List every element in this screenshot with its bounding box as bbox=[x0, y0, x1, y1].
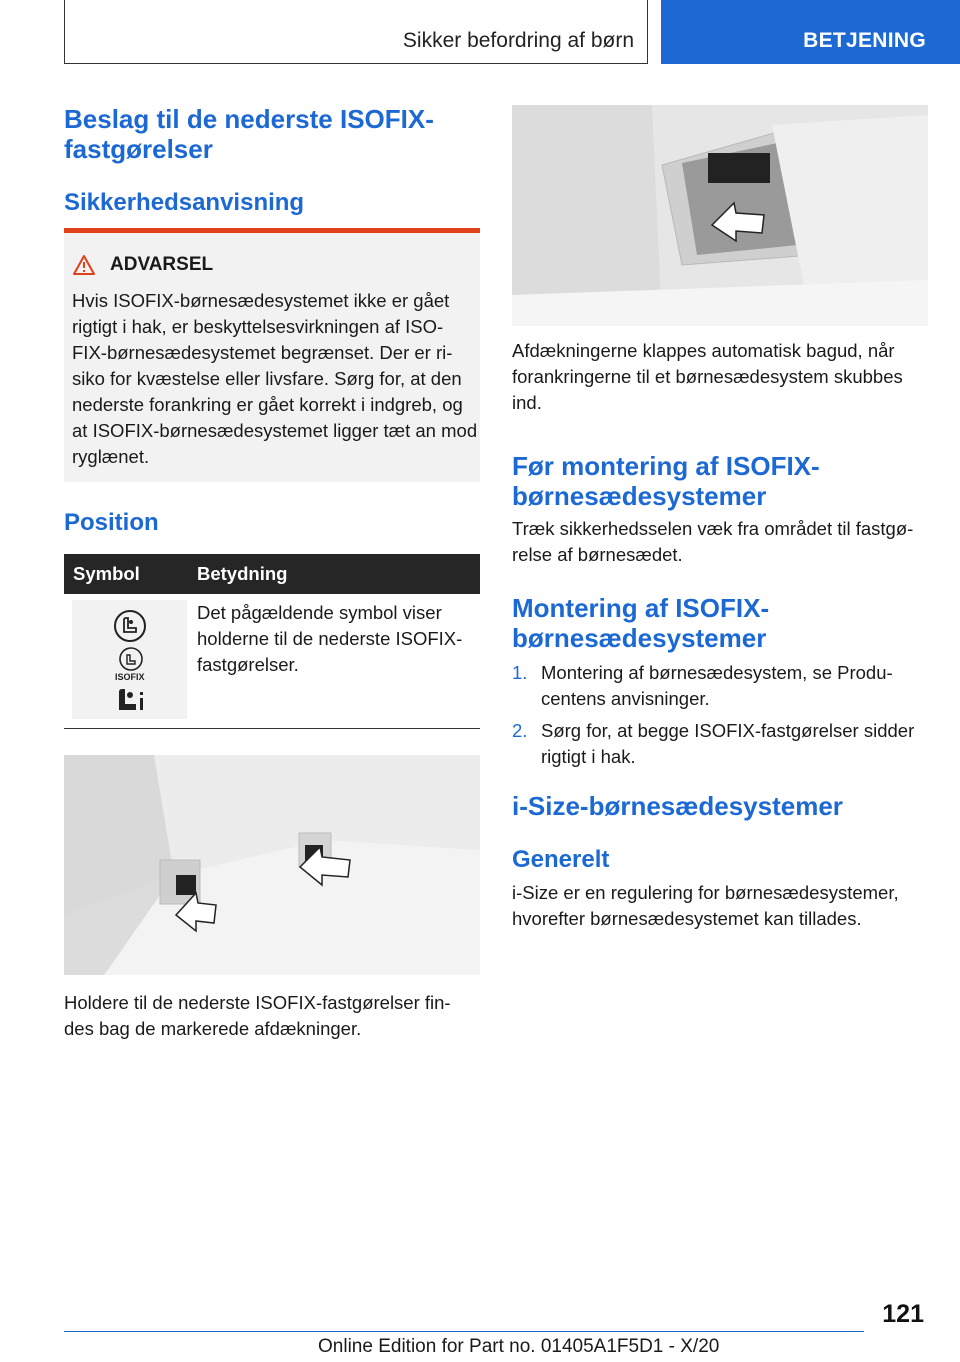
warning-text: Hvis ISOFIX-børnesædesystemet ikke er gået rigtigt i hak, er beskyttelsesvirkningen af ISO-FIX-børnesædesystemet begrænset. Der er ri-siko for kvæstelse eller livsfare. Sørg for, at den nederste forankring er gået korrekt i indgreb, og at ISOFIX-børnesædesystemet ligger tæt an mod ryglænet. bbox=[72, 290, 478, 467]
isize-heading: i-Size-børnesædesystemer bbox=[512, 791, 843, 821]
col-symbol: Symbol bbox=[73, 563, 140, 584]
isofix-label: ISOFIX bbox=[115, 672, 145, 682]
child-seat-icon bbox=[112, 608, 148, 644]
table-divider bbox=[64, 728, 480, 729]
cover-illustration bbox=[512, 105, 928, 326]
isofix-covers-photo bbox=[64, 755, 480, 975]
warning-triangle-icon bbox=[72, 254, 96, 276]
mounting-steps bbox=[512, 660, 928, 776]
footer-divider bbox=[64, 1331, 864, 1332]
general-heading: Generelt bbox=[512, 846, 610, 873]
symbol-description: Det pågældende symbol viser holderne til de nederste ISOFIX-fastgørelser. bbox=[197, 602, 463, 675]
left-photo-caption: Holdere til de nederste ISOFIX-fastgørelser fin-des bag de markerede afdækninger. bbox=[64, 992, 451, 1039]
col-meaning: Betydning bbox=[197, 563, 288, 584]
header-section-title: Sikker befordring af børn bbox=[402, 29, 634, 52]
header-chapter-title: BETJENING bbox=[803, 29, 926, 52]
cover-detail-photo bbox=[512, 105, 928, 326]
list-item: 1. Montering af børnesædesystem, se Produ-centens anvisninger. bbox=[512, 662, 893, 709]
before-mounting-text: Træk sikkerhedsselen væk fra området til fastgø-relse af børnesædet. bbox=[512, 518, 914, 565]
before-mounting-heading: Før montering af ISOFIX-børnesædesystemer bbox=[512, 451, 820, 511]
mounting-heading: Montering af ISOFIX-børnesædesystemer bbox=[512, 593, 770, 653]
right-photo-caption: Afdækningerne klappes automatisk bagud, når forankringerne til et børnesædesystem skubbes ind. bbox=[512, 340, 903, 413]
seat-illustration bbox=[64, 755, 480, 975]
footer-edition: Online Edition for Part no. 01405A1F5D1 - X/20 bbox=[318, 1336, 720, 1357]
warning-header bbox=[72, 254, 213, 276]
page-title: Beslag til de nederste ISOFIX-fastgørelser bbox=[64, 104, 434, 164]
isofix-child-seat-icon bbox=[118, 646, 144, 672]
list-item: 2. Sørg for, at begge ISOFIX-fastgørelser sidder rigtigt i hak. bbox=[512, 720, 915, 767]
general-text: i-Size er en regulering for børnesædesystemer, hvorefter børnesædesystemet kan tillades. bbox=[512, 882, 899, 929]
position-heading: Position bbox=[64, 509, 159, 536]
warning-label: ADVARSEL bbox=[110, 254, 214, 275]
isofix-info-icon bbox=[116, 686, 146, 714]
safety-heading: Sikkerhedsanvisning bbox=[64, 189, 305, 216]
symbol-table-header bbox=[64, 554, 480, 594]
symbol-cell bbox=[72, 600, 187, 719]
page-number: 121 bbox=[882, 1300, 924, 1328]
